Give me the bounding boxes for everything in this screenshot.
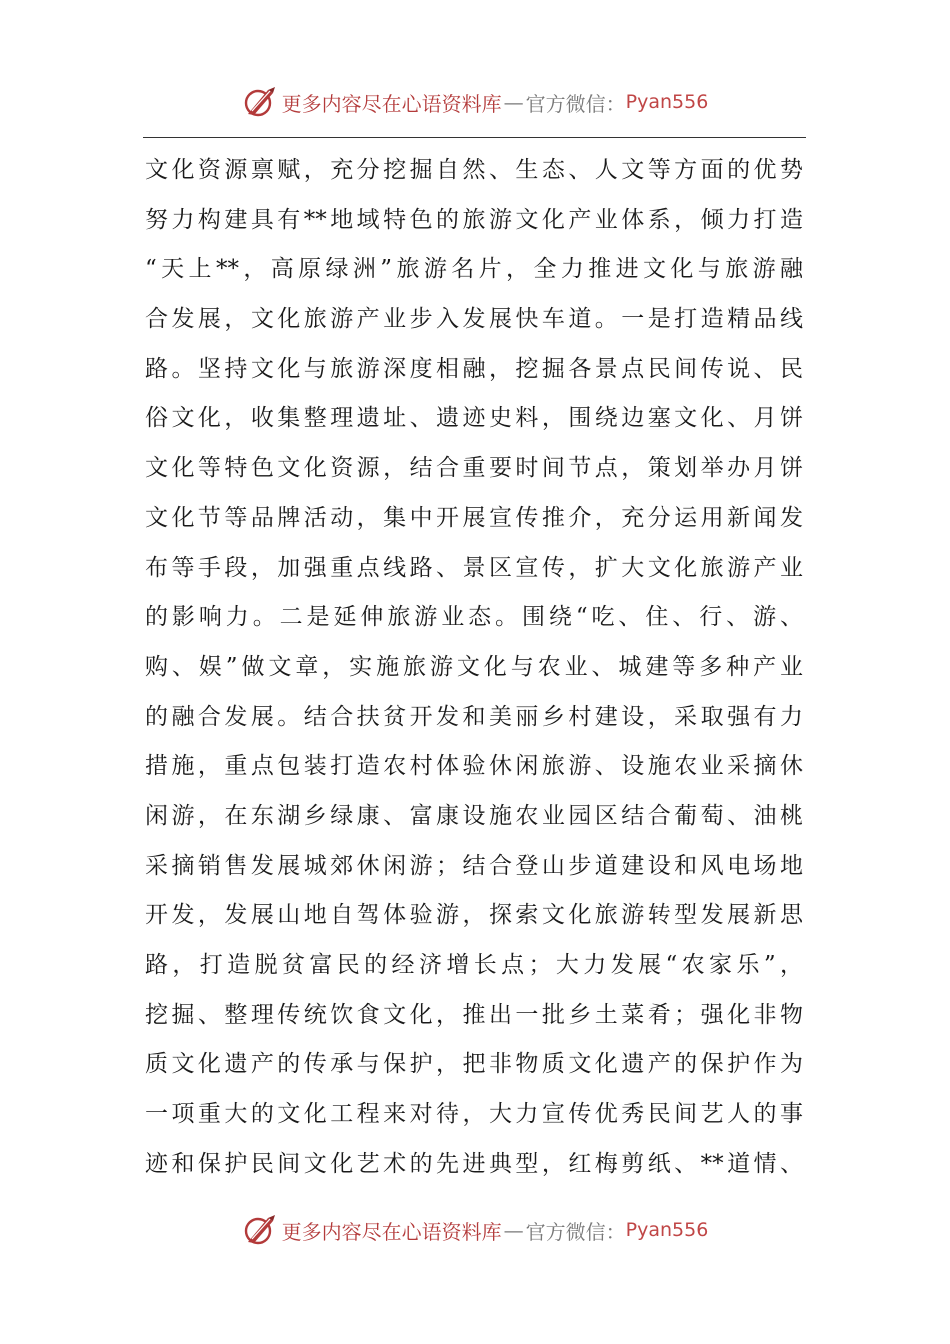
- text-line: 采摘销售发展城郊休闲游；结合登山步道建设和风电场地: [145, 852, 803, 879]
- header-wechat-id: Pyan556: [625, 91, 709, 113]
- header-wechat-label: 官方微信：: [525, 91, 626, 116]
- header-separator: —: [503, 90, 524, 114]
- footer-site-name: 更多内容尽在心语资料库: [281, 1219, 502, 1244]
- text-line: 文化资源禀赋，充分挖掘自然、生态、人文等方面的优势: [145, 157, 803, 183]
- text-line: 合发展，文化旅游产业步入发展快车道。一是打造精品线: [145, 306, 803, 333]
- text-line: 购、娱”做文章，实施旅游文化与农业、城建等多种产业: [145, 653, 803, 680]
- header-site-name: 更多内容尽在心语资料库: [281, 91, 502, 116]
- text-line: 措施，重点包装打造农村体验休闲旅游、设施农业采摘休: [145, 753, 803, 780]
- text-line: 的融合发展。结合扶贫开发和美丽乡村建设，采取强有力: [145, 703, 803, 730]
- text-line: 俗文化，收集整理遗址、遗迹史料，围绕边塞文化、月饼: [145, 405, 803, 432]
- text-line: 闲游，在东湖乡绿康、富康设施农业园区结合葡萄、油桃: [145, 802, 803, 829]
- footer-banner: [0, 1208, 950, 1252]
- header-banner: [0, 80, 950, 124]
- pen-nib-circle-icon: [242, 84, 278, 120]
- text-line: 路，打造脱贫富民的经济增长点；大力发展“农家乐”，: [145, 952, 803, 978]
- text-line: 努力构建具有**地域特色的旅游文化产业体系，倾力打造: [145, 206, 803, 233]
- text-line: 开发，发展山地自驾体验游，探索文化旅游转型发展新思: [145, 902, 803, 929]
- header-divider: [143, 137, 806, 138]
- footer-wechat-label: 官方微信：: [525, 1219, 626, 1244]
- text-line: 质文化遗产的传承与保护，把非物质文化遗产的保护作为: [145, 1051, 803, 1078]
- text-line: 迹和保护民间文化艺术的先进典型，红梅剪纸、**道情、: [145, 1150, 803, 1177]
- text-line: 文化节等品牌活动，集中开展宣传推介，充分运用新闻发: [145, 504, 803, 531]
- footer-separator: —: [503, 1218, 524, 1242]
- text-line: “天上**，高原绿洲”旅游名片，全力推进文化与旅游融: [145, 256, 803, 283]
- document-body: [145, 146, 803, 1189]
- text-line: 的影响力。二是延伸旅游业态。围绕“吃、住、行、游、: [145, 604, 803, 631]
- text-line: 挖掘、整理传统饮食文化，推出一批乡土菜肴；强化非物: [145, 1001, 803, 1028]
- footer-wechat-id: Pyan556: [625, 1219, 709, 1241]
- text-line: 布等手段，加强重点线路、景区宣传，扩大文化旅游产业: [145, 554, 803, 581]
- pen-nib-circle-icon: [242, 1212, 278, 1248]
- text-line: 一项重大的文化工程来对待，大力宣传优秀民间艺人的事: [145, 1101, 803, 1128]
- text-line: 文化等特色文化资源，结合重要时间节点，策划举办月饼: [145, 455, 803, 482]
- text-line: 路。坚持文化与旅游深度相融，挖掘各景点民间传说、民: [145, 355, 803, 382]
